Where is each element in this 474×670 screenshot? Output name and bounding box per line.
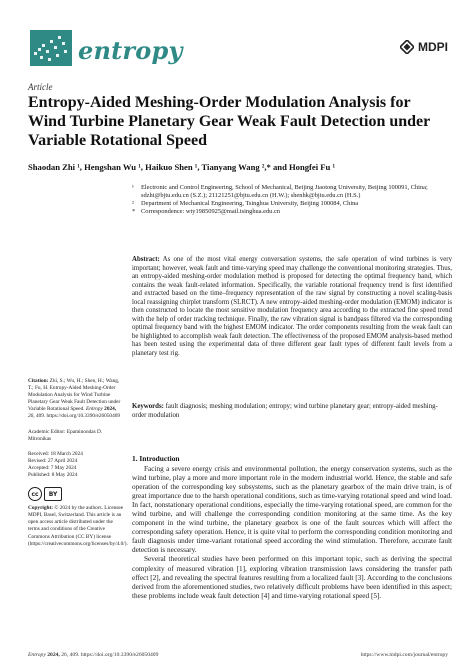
publisher-logo (400, 40, 448, 54)
keywords-label: Keywords: (132, 403, 164, 410)
keywords-text: fault diagnosis; meshing modulation; entropy; wind turbine planetary gear; entropy-aided meshing-order modulation (132, 403, 438, 419)
abstract-text: As one of the most vital energy conversation systems, the safe operation of wind turbines is very important; however, weak fault and time-varying speed may challenge the conventional monitoring strategies. Thus, an entropy-aided meshing-order modulation method is proposed for detecting the optimal frequency band, which contains the weak fault-related information. Specifically, the variable rotational frequency trend is first identified and extracted based on the time–frequency representation of the raw signal by constructing a novel scaling-basis local reassigning chirplet transform (SLRCT). A new entropy-aided meshing-order modulation (EMOM) indicator is then constructed to locate the most sensitive modulation frequency area according to the extracted fine speed trend with the help of order tracking technique. Finally, the raw vibration signal is bandpass filtered via the corresponding optimal frequency band with the highest EMOM indicator. The order components resulting from the weak fault can be highlighted to accomplish weak fault detection. The effectiveness of the proposed EMOM analysis-based method has been tested using the experimental data of three different gear fault types of different fault levels from a planetary test rig. (132, 256, 452, 357)
section-body (132, 465, 452, 601)
correspondence (132, 208, 452, 216)
affiliation-mark: ¹ (132, 184, 134, 191)
citation-volume: 26, (28, 413, 35, 420)
accepted-date: Accepted: 7 May 2024 (28, 464, 77, 471)
cc-icon: cc (28, 487, 42, 501)
citation-label: Citation: (28, 378, 49, 384)
citation-text: Zhi, S.; Wu, H.; Shen, H.; Wang, T.; Fu, H. Entropy-Aided Meshing-Order Modulation Analysis for Wind Turbine Planetary Gear Weak Fault Detection under Variable Rotational Speed. (28, 378, 121, 413)
mdpi-logo-icon (400, 40, 414, 54)
copyright-block (28, 505, 128, 548)
entropy-logo-icon (30, 30, 72, 66)
abstract-label: Abstract: (132, 256, 160, 263)
revised-date: Revised: 27 April 2024 (28, 457, 78, 464)
footer-journal: Entropy (28, 652, 46, 658)
footer-doi[interactable]: 26, 409. https://doi.org/10.3390/e26050409 (61, 652, 159, 658)
paragraph: Several theoretical studies have been performed on this important topic, such as deriving the spectral complexity of measured vibration [1], exploring vibration transmission laws considering the transfer path effect [2], and revealing the spectral features resulting from a localized fault [3]. According to the conclusions derived from the aforementioned studies, two relatively difficult problems have been identified in this aspect; these problems include weak fault detection [4] and time-varying rotational speed [5]. (132, 555, 452, 600)
by-icon: BY (44, 487, 62, 501)
affiliation-mark: * (132, 207, 136, 215)
page-footer (28, 652, 448, 658)
affiliation-text: Department of Mechanical Engineering, Tsinghua University, Beijing 100084, China (141, 199, 359, 207)
article-type: Article (28, 82, 53, 92)
received-date: Received: 18 March 2024 (28, 450, 83, 457)
section-heading: 1. Introduction (132, 454, 180, 463)
footer-year: 2024, (47, 652, 60, 658)
journal-name: entropy (78, 36, 183, 65)
affiliation-2 (132, 200, 452, 208)
footer-citation (28, 652, 158, 658)
published-date: Published: 8 May 2024 (28, 472, 78, 479)
citation-journal: Entropy (85, 406, 103, 413)
affiliation-text: Electronic and Control Engineering, School of Mechanical, Beijing Jiaotong University, Beijing 100091, China; sdzhi@bjtu.edu.cn (S.Z.); 21121251@bjtu.edu.cn (H.W.); shenhk@bjtu.edu.cn (H.S.) (141, 184, 428, 199)
citation-doi[interactable]: 409. https://doi.org/10.3390/e26050409 (35, 413, 121, 420)
editor-name: Mitronikas (28, 435, 52, 442)
article-title: Entropy-Aided Meshing-Order Modulation Analysis for Wind Turbine Planetary Gear Weak Fault Detection under Variable Rotational Speed (28, 94, 430, 149)
affiliation-1 (132, 184, 452, 200)
editor-block (28, 429, 124, 443)
footer-url[interactable]: https://www.mdpi.com/journal/entropy (360, 652, 448, 658)
author-list: Shaodan Zhi ¹, Hengshan Wu ¹, Haikuo Shen ¹, Tianyang Wang ²,* and Hongfei Fu ¹ (28, 162, 336, 172)
citation-year: 2024, (104, 406, 117, 413)
copyright-text: © 2024 by the authors. Licensee MDPI, Basel, Switzerland. This article is an open access article distributed under the terms and conditions of the Creative Commons Attribution (CC BY) license (https://creativecommons.org/licenses/by/4.0/). (28, 505, 128, 547)
keywords (132, 403, 452, 420)
sidebar (28, 378, 128, 556)
editor-label: Academic Editor: Epaminondas D. (28, 428, 103, 435)
affiliations (132, 184, 452, 216)
dates-block (28, 451, 124, 479)
paragraph: Facing a severe energy crisis and environmental pollution, the energy conservation systems, such as the wind turbine, play a more and more important role in the modern industrial world. Hence, the stable and safe operation of the corresponding key subsystems, such as the planetary gearbox of the main drive train, is of great importance due to the harsh operational conditions, such as time-varying rotational speed and wind load. In fact, nonstationary operational conditions, especially the time-varying rotational speed, are common for the wind turbine, and will challenge the corresponding condition monitoring at the same time. As the key component in the wind turbine, the planetary gearbox is one of the fault sources which will affect the corresponding safety operation. Hence, it is quite vital to perform the corresponding condition monitoring and fault diagnosis under time-variant rotational speed according the wind stimulation. Therefore, accurate fault detection is necessary. (132, 465, 452, 555)
citation-block (28, 378, 124, 421)
publisher-name: MDPI (418, 40, 448, 54)
correspondence-text: Correspondence: wty19850925@mail.tsinghua.edu.cn (141, 207, 280, 215)
copyright-label: Copyright: (28, 505, 54, 512)
abstract (132, 256, 452, 358)
cc-license-icon[interactable] (28, 487, 124, 501)
affiliation-mark: ² (132, 199, 134, 207)
